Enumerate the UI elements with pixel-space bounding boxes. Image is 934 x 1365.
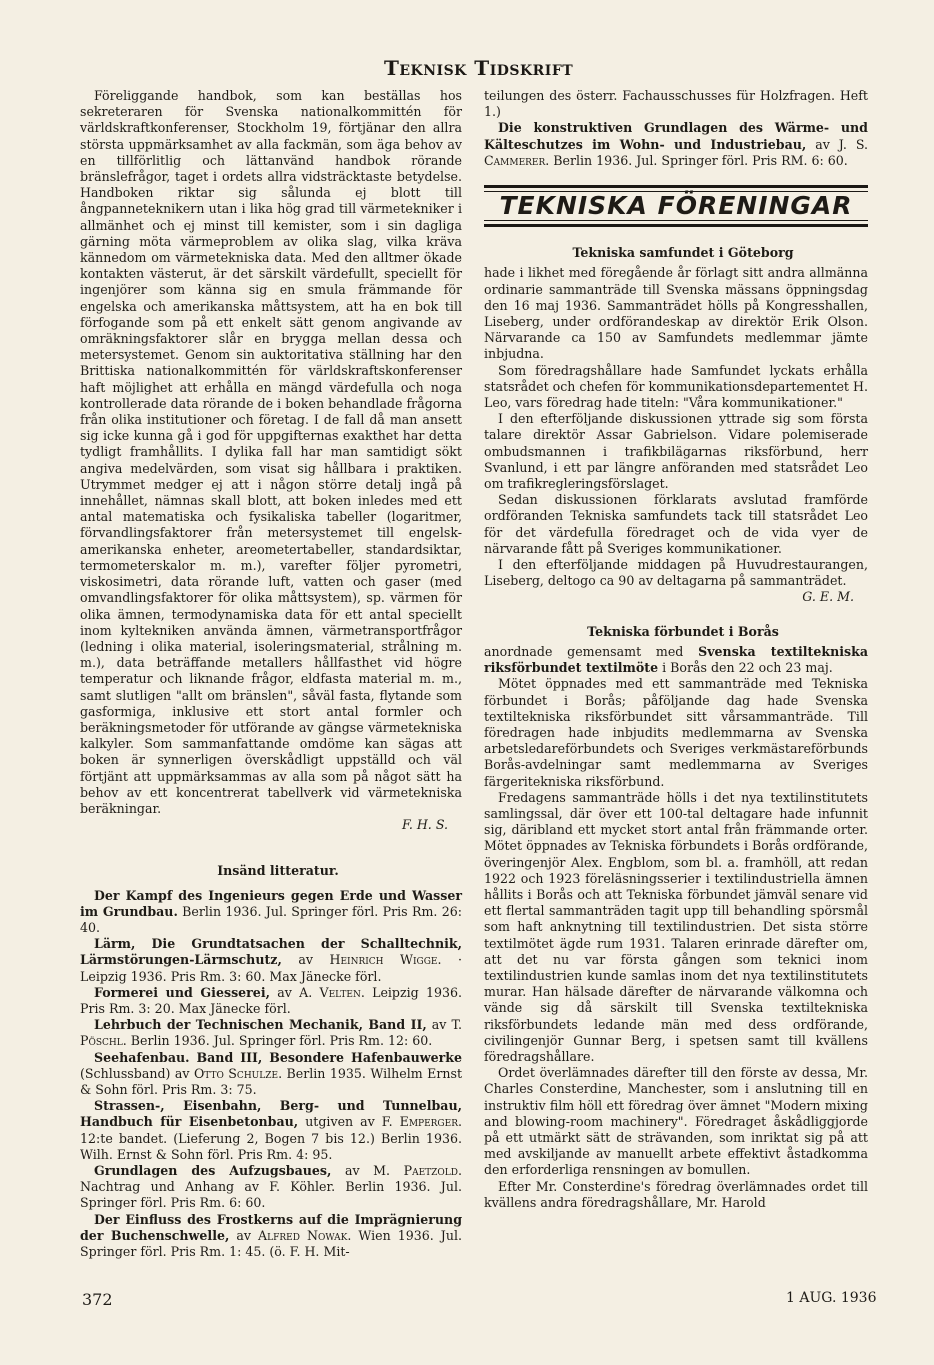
lit-entry: Seehafenbau. Band III, Besondere Hafenbauwerke (Schlussband) av Otto Schulze. Berlin 1935. Wilhelm Ernst & Sohn förl. Pris Rm. 3: 75. [80,1049,462,1097]
lit-entry: Lärm, Die Grundtatsachen der Schalltechnik, Lärmstörungen-Lärmschutz, av Heinrich Wigge. · Leipzig 1936. Pris Rm. 3: 60. Max Jänecke förl. [80,936,462,984]
issue-date: 1 AUG. 1936 [786,1290,877,1306]
society-paragraph: hade i likhet med föregående år förlagt sitt andra allmänna ordinarie sammanträde till Svenska mässans öppningsdag den 16 maj 1936. Sammanträdet hölls på Kongresshallen, Liseberg, under ordförandeskap av direktör Erik Olson. Närvarande ca 150 av Samfundets medlemmar jämte inbjudna. [484,265,868,362]
lit-entry: Lehrbuch der Technischen Mechanik, Band II, av T. Pöschl. Berlin 1936. Jul. Springer förl. Pris Rm. 12: 60. [80,1017,462,1049]
lit-entry-title: Lärm, Die Grundtatsachen der Schalltechnik, Lärmstörungen-Lärmschutz, [80,936,462,968]
society-heading: Tekniska samfundet i Göteborg [572,245,794,261]
society-paragraph: Ordet överlämnades därefter till den förste av dessa, Mr. Charles Consterdine, Manchester, som i anslutning till en instruktiv film höll ett föredrag över ämnet "Modern mixing and blowing-room machinery". Föredraget åskådliggjorde på ett utmärkt sätt de strävanden, som inriktat sig på att med avskiljande av manuellt arbete effektivt åstadkomma den erforderliga rensningen av bomullen. [484,1065,868,1178]
journal-title: Teknisk Tidskrift [384,56,574,80]
lit-entry: Grundlagen des Aufzugsbaues, av M. Paetzold. Nachtrag und Anhang av F. Köhler. Berlin 1936. Jul. Springer förl. Pris Rm. 6: 60. [80,1163,462,1211]
lit-entry-title: Formerei und Giesserei, [94,984,270,1000]
section-title: TEKNISKA FÖRENINGAR [499,191,853,221]
society-paragraph: Som föredragshållare hade Samfundet lyckats erhålla statsrådet och chefen för kommunikationsdepartementet H. Leo, vars föredrag hade titeln: "Våra kommunikationer." [484,362,868,411]
review-signature: F. H. S. [402,817,448,833]
review-paragraph: Föreliggande handbok, som kan beställas hos sekreteraren för Svenska nationalkommittén för världskraftkonferenser, Stockholm 19, förtjänar den allra största uppmärksamhet av alla fackmän, som äga behov av en tillförlitlig och lättanvänd handbok rörande bränslefrågor, taget i ordets allra vidsträcktaste betydelse. Handboken riktar sig sålunda ej blott till ångpanneteknikern utan i lika hög grad till värmetekniker i allmänhet och ej minst till kemister, som i sin dagliga gärning möta värmeproblem av olika slag, vilka kräva kännedom om värmetekniska data. Med den alltmer ökade kontakten västerut, är det särskilt värdefullt, speciellt för ingenjörer som känna sig en smula främmande för engelska och amerikanska måttsystem, att ha en bok till förfogande som på ett enkelt sätt genom angivande av omräkningsfaktorer slår en brygga mellan dessa och metersystemet. Genom sin auktoritativa ställning har den Brittiska nationalkommittén för världskraftskonferenser haft möjlighet att erhålla en mängd värdefulla och noga kontrollerade data rörande de i boken behandlade frågorna från olika institutioner och företag. I de fall då man ansett sig icke kunna gå i god för uppgifternas exakthet har detta tydligt framhållits. I dylika fall har man samtidigt sökt angiva medelvärden, som visat sig hållbara i praktiken. Utrymmet medger ej att i någon större detalj ingå på innehållet, nämnas skall blott, att boken inledes med ett antal matematiska och fysikaliska tabeller (logaritmer, förvandlingsfaktorer från metersystemet till engelsk-amerikanska enheter, areometertabeller, standardsiktar, termometerskalor m. m.), varefter följer pyrometri, viskosimetri, data rörande luft, vatten och gaser (med omvandlingsfaktorer för olika måttsystem), sp. värmen för olika ämnen, termodynamiska data för ett antal speciellt inom kyltekniken använda ämnen, värmetransportfrågor (ledning i olika material, isoleringsmaterial, strålning m. m.), data beträffande metallers hållfasthet vid högre temperatur och liknande frågor, eldfasta material m. m., samt slutligen "allt om bränslen", såväl fasta, flytande som gasformiga, inklusive ett stort antal formler och beräkningsmetoder för utförande av gängse värmetekniska kalkyler. Som sammanfattande omdöme kan sägas att boken är synnerligen överskådligt uppställd och väl förtjänt att uppmärksammas av alla som på något sätt ha behov av ett koncentrerat tabellverk vid värmetekniska beräkningar. [80,88,462,816]
lit-entry-title: Der Einfluss des Frostkerns auf die Imprägnierung der Buchenschwelle, [80,1211,462,1243]
right-column [484,88,868,1211]
page-number: 372 [82,1290,113,1309]
society-paragraph: Fredagens sammanträde hölls i det nya textilinstitutets samlingssal, där över ett 100-tal deltagare hade infunnit sig, däribland ett mycket stort antal från främmande orter. Mötet öppnades av Tekniska förbundets i Borås ordförande, överingenjör Alex. Engblom, som bl. a. framhöll, att redan 1922 och 1923 föreläsningsserier i textilindustriella ämnen hållits i Borås och att Tekniska förbundet jämväl senare vid ett flertal sammanträden tagit upp till behandling spörsmål som haft anknytning till textilindustrien. Det sista större textilmötet ägde rum 1931. Talaren erinrade därefter om, att det nu var första gången som teknici inom textilindustrien kunde samlas inom det nya textilinstitutets murar. Han hälsade därefter de närvarande välkomna och vände sig då särskilt till Svenska textiltekniska riksförbundets ledande män med dess ordförande, civilingenjör Gunnar Berg, i spetsen samt till kvällens föredragshållare. [484,789,868,1064]
lit-entry-title: Lehrbuch der Technischen Mechanik, Band II, [94,1017,427,1033]
lit-entry: Der Kampf des Ingenieurs gegen Erde und Wasser im Grundbau. Berlin 1936. Jul. Springer förl. Pris Rm. 26: 40. [80,887,462,935]
society-paragraph: Mötet öppnades med ett sammanträde med Tekniska förbundet i Borås; påföljande dag hade Svenska textiltekniska riksförbundet sitt vårsammanträde. Till föredragen hade inbjudits medlemmarna av Svenska arbetsledareförbundets och Sveriges verkmästareförbunds Borås-avdelningar samt medlemmarna av Sveriges färgeritekniska riksförbund. [484,676,868,789]
section-rule-bottom-thin [484,220,868,221]
society-heading: Tekniska förbundet i Borås [587,623,779,639]
lit-continuation: teilungen des österr. Fachausschusses für Holzfragen. Heft 1.) [484,88,868,120]
left-column [80,88,462,1260]
section-rule-top [484,185,868,188]
society-paragraph: I den efterföljande middagen på Huvudrestaurangen, Liseberg, deltogo ca 90 av deltagarna på sammanträdet. [484,557,868,589]
lit-entry-title: Der Kampf des Ingenieurs gegen Erde und Wasser im Grundbau. [80,887,462,919]
lit-entry-title: Die konstruktiven Grundlagen des Wärme- und Kälteschutzes im Wohn- und Industriebau, [484,120,868,152]
lit-heading: Insänd litteratur. [217,863,339,879]
society-signature: G. E. M. [802,589,854,605]
lit-entry: Strassen-, Eisenbahn, Berg- und Tunnelbau, Handbuch für Eisenbetonbau, utgiven av F. Emperger. 12:te bandet. (Lieferung 2, Bogen 7 bis 12.) Berlin 1936. Wilh. Ernst & Sohn förl. Pris Rm. 4: 95. [80,1098,462,1162]
society-intro: anordnade gemensamt med Svenska textiltekniska riksförbundet textilmöte i Borås den 22 och 23 maj. [484,643,868,676]
lit-entry: Die konstruktiven Grundlagen des Wärme- und Kälteschutzes im Wohn- und Industriebau, av J. S. Cammerer. Berlin 1936. Jul. Springer förl. Pris RM. 6: 60. [484,120,868,168]
lit-entry-title: Grundlagen des Aufzugsbaues, [94,1163,332,1178]
lit-entry: Formerei und Giesserei, av A. Velten. Leipzig 1936. Pris Rm. 3: 20. Max Jänecke förl. [80,984,463,1016]
lit-entry-title: Strassen-, Eisenbahn, Berg- und Tunnelbau, Handbuch für Eisenbetonbau, [80,1098,462,1130]
society-paragraph: Efter Mr. Consterdine's föredrag överlämnades ordet till kvällens andra föredragshållare, Mr. Harold [484,1178,868,1210]
lit-entry-title: Seehafenbau. Band III, Besondere Hafenbauwerke [94,1049,462,1065]
society-paragraph: I den efterföljande diskussionen yttrade sig som första talare direktör Assar Gabrielson. Vidare polemiserade ombudsmannen i trafikbilägarnas riksförbund, herr Svanlund, i ett par längre anföranden med statsrådet Leo om trafikregleringsförslaget. [484,411,868,492]
lit-entry: Der Einfluss des Frostkerns auf die Imprägnierung der Buchenschwelle, av Alfred Nowak. Wien 1936. Jul. Springer förl. Pris Rm. 1: 45. (ö. F. H. Mit- [80,1211,462,1260]
society-paragraph: Sedan diskussionen förklarats avslutad framförde ordföranden Tekniska samfundets tack till statsrådet Leo för det värdefulla föredraget och de vida vyer de närvarande fått på Sveriges kommunikationer. [484,492,868,556]
